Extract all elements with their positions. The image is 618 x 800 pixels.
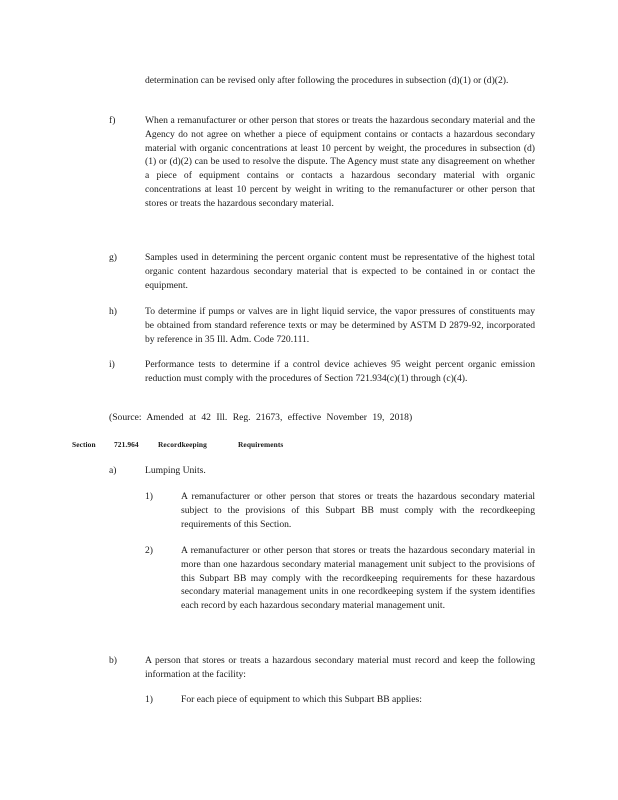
item-h-text: To determine if pumps or valves are in light liquid service, the vapor pressures of constituents may be obtained from standard reference texts or may be determined by ASTM D 2879-92, incorporated by reference in 35 Ill. Adm. Code 720.111. [145, 306, 535, 345]
section-title-part1: Recordkeeping [158, 440, 207, 449]
item-g-text: Samples used in determining the percent organic content must be representative of the highest total organic content hazardous secondary material that is expected to be contained in or contact the equipment. [145, 252, 535, 291]
item-f-text: When a remanufacturer or other person that stores or treats the hazardous secondary material and the Agency do not agree on whether a piece of equipment contains or contacts a hazardous secondary material with organic concentrations at least 10 percent by weight, the procedures in subsection (d)(1) or (d)(2) can be used to resolve the dispute. The Agency must state any disagreement on whether a piece of equipment contains or contacts a hazardous secondary material with organic concentrations at least 10 percent by weight in writing to the remanufacturer or other person that stores or treats the hazardous secondary material. [145, 115, 535, 209]
section-number: 721.964 [114, 440, 139, 449]
subsection-b-item1-text: For each piece of equipment to which this Subpart BB applies: [181, 694, 422, 705]
subsection-a-item2-label: 2) [145, 545, 153, 556]
item-i-text: Performance tests to determine if a control device achieves 95 weight percent organic emission reduction must comply with the procedures of Section 721.934(c)(1) through (c)(4). [145, 359, 535, 384]
subsection-a-item1-text: A remanufacturer or other person that stores or treats the hazardous secondary material subject to the provisions of this Subpart BB must comply with the recordkeeping requirements of this Section. [181, 491, 535, 530]
subsection-b-text: A person that stores or treats a hazardous secondary material must record and keep the following information at the facility: [145, 655, 535, 680]
subsection-a-item1-label: 1) [145, 491, 153, 502]
item-g-label: g) [109, 252, 117, 263]
subsection-b-label: b) [109, 655, 117, 666]
section-title-part2: Requirements [238, 440, 284, 449]
subsection-a-item2-text: A remanufacturer or other person that stores or treats the hazardous secondary material in more than one hazardous secondary material management unit subject to the provisions of this Subpart BB may comply with the recordkeeping requirements for these hazardous secondary material management units in one recordkeeping system if the system identifies each record by each hazardous secondary material management unit. [181, 545, 535, 612]
subsection-b-item1-label: 1) [145, 694, 153, 705]
section-label: Section [72, 440, 96, 449]
item-h-label: h) [109, 306, 117, 317]
subsection-a-label: a) [109, 465, 117, 476]
item-f-label: f) [109, 115, 116, 126]
subsection-a-title: Lumping Units. [145, 465, 206, 476]
item-i-label: i) [109, 359, 115, 370]
intro-continuation: determination can be revised only after following the procedures in subsection (d)(1) or (d)(2). [145, 75, 509, 86]
source-note: (Source: Amended at 42 Ill. Reg. 21673, effective November 19, 2018) [109, 412, 413, 423]
